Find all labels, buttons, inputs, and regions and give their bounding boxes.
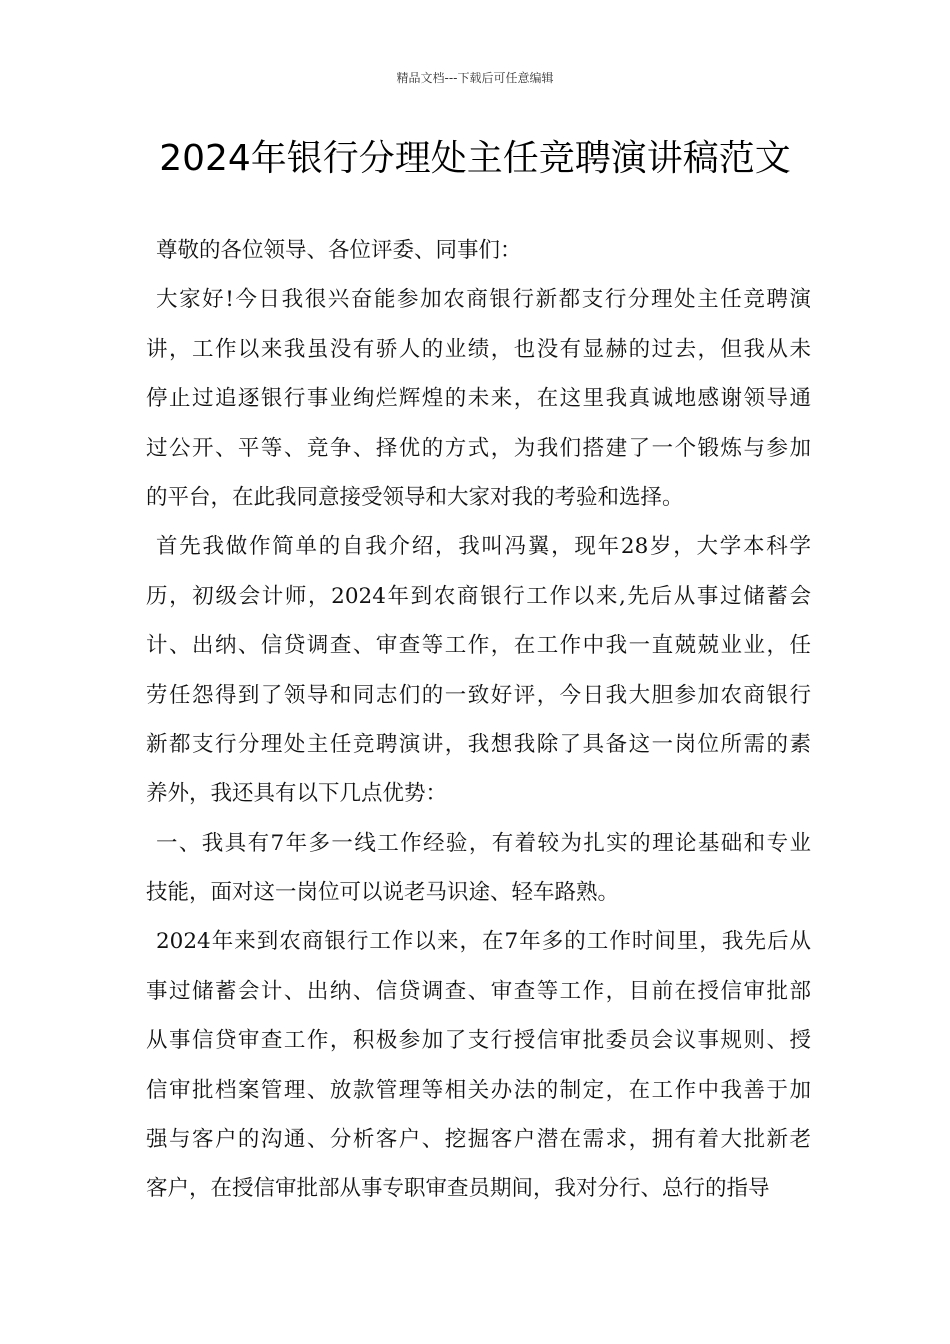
text-line: 从事信贷审查工作，积极参加了支行授信审批委员会议事规则、授 <box>146 1028 811 1054</box>
paragraph <box>146 226 811 275</box>
text-line: 一、我具有7年多一线工作经验，有着较为扎实的理论基础和专业 <box>156 830 811 856</box>
paragraph <box>146 275 811 522</box>
text-line: 信审批档案管理、放款管理等相关办法的制定，在工作中我善于加 <box>146 1077 811 1103</box>
text-line: 历，初级会计师，2024年到农商银行工作以来,先后从事过储蓄会 <box>146 583 811 609</box>
paragraph <box>146 522 811 818</box>
document-body <box>146 226 811 1214</box>
text-line: 技能，面对这一岗位可以说老马识途、轻车路熟。 <box>146 880 620 906</box>
text-line: 计、出纳、信贷调查、审查等工作，在工作中我一直兢兢业业，任 <box>146 633 811 659</box>
text-line: 的平台，在此我同意接受领导和大家对我的考验和选择。 <box>146 484 684 510</box>
document-title: 2024年银行分理处主任竞聘演讲稿范文 <box>159 138 791 179</box>
paragraph <box>146 819 811 918</box>
text-line: 首先我做作简单的自我介绍，我叫冯翼，现年28岁，大学本科学 <box>156 534 811 560</box>
text-line: 养外，我还具有以下几点优势： <box>146 781 448 807</box>
text-line: 劳任怨得到了领导和同志们的一致好评，今日我大胆参加农商银行 <box>146 682 811 708</box>
text-line: 过公开、平等、竞争、择优的方式，为我们搭建了一个锻炼与参加 <box>146 435 811 461</box>
paragraph <box>146 917 811 1213</box>
text-line: 强与客户的沟通、分析客户、挖掘客户潜在需求，拥有着大批新老 <box>146 1127 811 1153</box>
text-line: 事过储蓄会计、出纳、信贷调查、审查等工作，目前在授信审批部 <box>146 978 811 1004</box>
text-line: 大家好!今日我很兴奋能参加农商银行新都支行分理处主任竞聘演 <box>156 287 811 313</box>
text-line: 停止过追逐银行事业绚烂辉煌的未来，在这里我真诚地感谢领导通 <box>146 386 811 412</box>
text-line: 2024年来到农商银行工作以来，在7年多的工作时间里，我先后从 <box>156 929 811 955</box>
text-line: 客户，在授信审批部从事专职审查员期间，我对分行、总行的指导 <box>146 1176 770 1202</box>
text-line: 新都支行分理处主任竞聘演讲，我想我除了具备这一岗位所需的素 <box>146 731 811 757</box>
text-line: 讲，工作以来我虽没有骄人的业绩，也没有显赫的过去，但我从未 <box>146 336 811 362</box>
text-line: 尊敬的各位领导、各位评委、同事们： <box>156 238 522 263</box>
page-header: 精品文档---下载后可任意编辑 <box>396 71 554 85</box>
